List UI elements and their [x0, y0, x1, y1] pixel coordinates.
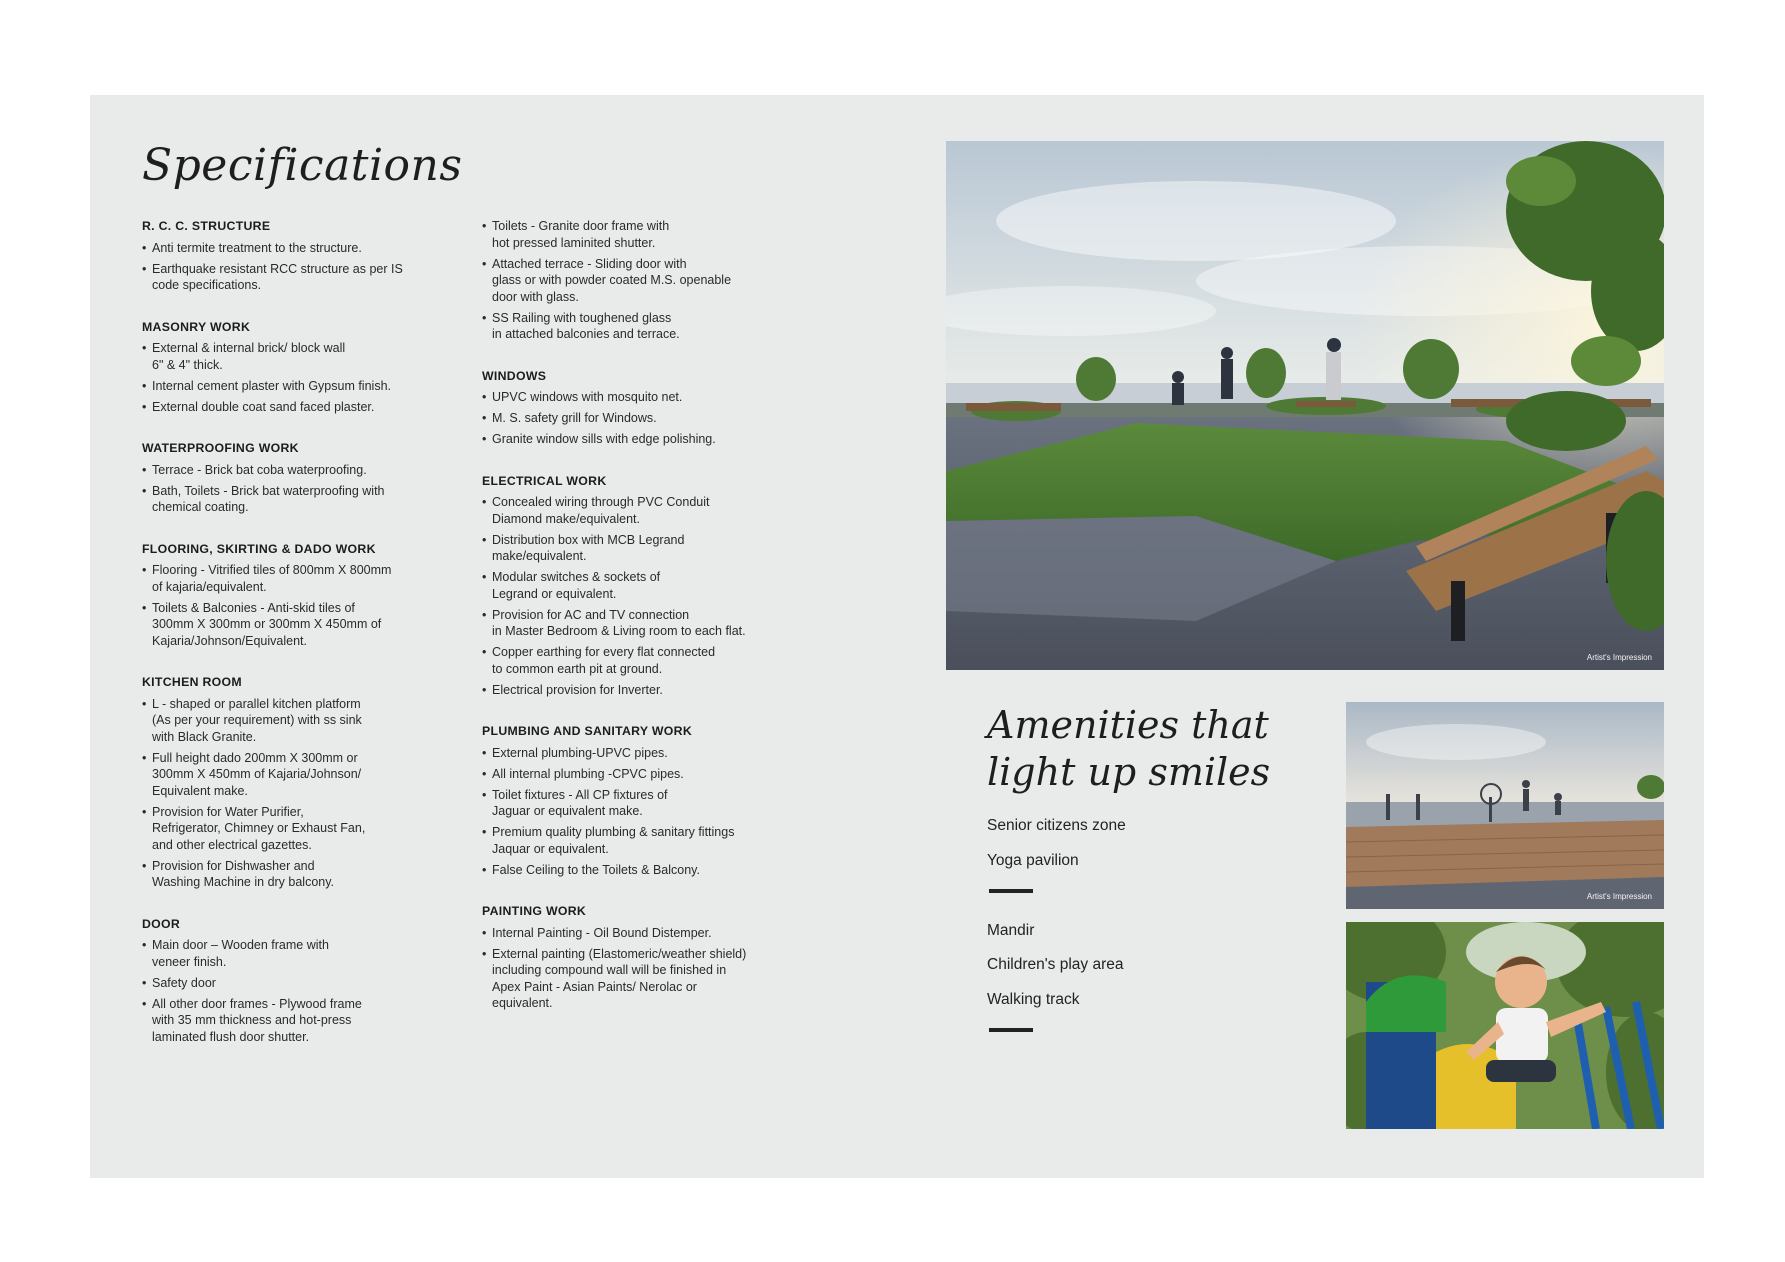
rooftop-garden-photo [946, 141, 1664, 670]
spec-section-heading: MASONRY WORK [142, 319, 251, 334]
amenities-title [987, 702, 1317, 796]
spec-section [142, 218, 442, 294]
spec-section [142, 916, 442, 1046]
spec-section [482, 218, 792, 343]
spec-item: • UPVC windows with mosquito net. [482, 389, 792, 406]
photo-caption: Artist's Impression [1586, 892, 1652, 901]
spec-section-heading: R. C. C. STRUCTURE [142, 219, 271, 233]
page-title: Specifications [142, 140, 463, 191]
spec-section [482, 473, 792, 699]
spec-item: • False Ceiling to the Toilets & Balcony. [482, 862, 792, 879]
spec-section-heading: WINDOWS [482, 368, 547, 383]
spec-section [482, 368, 792, 448]
spec-item: • External plumbing-UPVC pipes. [482, 745, 792, 762]
spec-item: • Provision for AC and TV connection in Master Bedroom & Living room to each flat. [482, 607, 792, 640]
children-play-area-photo [1346, 922, 1664, 1129]
spec-item: • Flooring - Vitrified tiles of 800mm X 800mm of kajaria/equivalent. [142, 562, 442, 595]
spec-item: • Toilets & Balconies - Anti-skid tiles of 300mm X 300mm or 300mm X 450mm of Kajaria/Johnson/Equivalent. [142, 600, 442, 650]
spec-column-2 [482, 218, 792, 1037]
spec-section-heading: DOOR [142, 916, 181, 931]
spec-list [482, 218, 792, 343]
spec-item: • Terrace - Brick bat coba waterproofing. [142, 462, 442, 479]
spec-list [142, 937, 442, 1045]
spec-section [142, 541, 442, 650]
spec-item: • External & internal brick/ block wall 6" & 4" thick. [142, 340, 442, 373]
spec-section [142, 674, 442, 891]
amenities-list [987, 816, 1126, 1032]
amenity-item: Children's play area [987, 956, 1124, 973]
yoga-deck-photo [1346, 702, 1664, 909]
spec-item: • All other door frames - Plywood frame with 35 mm thickness and hot-press laminated flush door shutter. [142, 996, 442, 1046]
spec-item: • Copper earthing for every flat connected to common earth pit at ground. [482, 644, 792, 677]
spec-item: • Main door – Wooden frame with veneer finish. [142, 937, 442, 970]
spec-section [482, 723, 792, 878]
amenity-item: Mandir [987, 921, 1035, 939]
spec-item: • Internal Painting - Oil Bound Distemper. [482, 925, 792, 942]
spec-item: • Internal cement plaster with Gypsum finish. [142, 378, 442, 395]
spec-item: • Distribution box with MCB Legrand make/equivalent. [482, 532, 792, 565]
spec-item: • Earthquake resistant RCC structure as per IS code specifications. [142, 261, 442, 294]
amenities-group-1 [987, 816, 1126, 871]
spec-item: • Modular switches & sockets of Legrand or equivalent. [482, 569, 792, 602]
spec-section-heading: KITCHEN ROOM [142, 675, 242, 689]
amenity-item: Yoga pavilion [987, 851, 1079, 869]
spec-item: • Toilets - Granite door frame with hot pressed laminited shutter. [482, 218, 792, 251]
spec-item: • External painting (Elastomeric/weather shield) including compound wall will be finished in Apex Paint - Asian Paints/ Nerolac or equivalent. [482, 946, 792, 1012]
spec-section-heading: PAINTING WORK [482, 904, 587, 918]
spec-item: • Electrical provision for Inverter. [482, 682, 792, 699]
spec-section-heading: PLUMBING AND SANITARY WORK [482, 724, 693, 738]
amenities-title-line-2: light up smiles [987, 750, 1271, 794]
spec-item: • Full height dado 200mm X 300mm or 300mm X 450mm of Kajaria/Johnson/ Equivalent make. [142, 750, 442, 800]
spec-list [142, 240, 442, 294]
spec-item: • Concealed wiring through PVC Conduit Diamond make/equivalent. [482, 494, 792, 527]
spec-item: • M. S. safety grill for Windows. [482, 410, 792, 427]
spec-list [482, 925, 792, 1012]
spec-column-1 [142, 218, 442, 1070]
spec-list [142, 462, 442, 516]
spec-section-heading: FLOORING, SKIRTING & DADO WORK [142, 541, 376, 556]
amenities-group-2 [987, 921, 1126, 1010]
amenity-item: Senior citizens zone [987, 817, 1126, 834]
amenities-divider [989, 1028, 1033, 1032]
spec-list [142, 562, 442, 649]
spec-section [142, 440, 442, 516]
amenities-title-line-1: Amenities that [987, 703, 1269, 747]
spec-item: • External double coat sand faced plaster. [142, 399, 442, 416]
spec-item: • SS Railing with toughened glass in attached balconies and terrace. [482, 310, 792, 343]
spec-item: • Anti termite treatment to the structure. [142, 240, 442, 257]
spec-item: • L - shaped or parallel kitchen platform (As per your requirement) with ss sink with Black Granite. [142, 696, 442, 746]
spec-item: • Granite window sills with edge polishing. [482, 431, 792, 448]
spec-section-heading: ELECTRICAL WORK [482, 473, 607, 488]
amenities-divider [989, 889, 1033, 893]
spec-section [482, 903, 792, 1012]
spec-list [142, 696, 442, 891]
amenity-item: Walking track [987, 990, 1080, 1008]
spec-item: • Bath, Toilets - Brick bat waterproofing with chemical coating. [142, 483, 442, 516]
spec-list [482, 494, 792, 698]
spec-item: • Attached terrace - Sliding door with glass or with powder coated M.S. openable door with glass. [482, 256, 792, 306]
spec-section-heading: WATERPROOFING WORK [142, 441, 299, 455]
spec-item: • Toilet fixtures - All CP fixtures of Jaguar or equivalent make. [482, 787, 792, 820]
spec-list [142, 340, 442, 415]
photo-caption: Artist's Impression [1586, 653, 1652, 662]
spec-item: • Provision for Water Purifier, Refrigerator, Chimney or Exhaust Fan, and other electrical gazettes. [142, 804, 442, 854]
spec-list [482, 745, 792, 879]
spec-item: • All internal plumbing -CPVC pipes. [482, 766, 792, 783]
spec-section [142, 319, 442, 416]
spec-item: • Premium quality plumbing & sanitary fittings Jaquar or equivalent. [482, 824, 792, 857]
spec-item: • Safety door [142, 975, 442, 992]
spec-item: • Provision for Dishwasher and Washing Machine in dry balcony. [142, 858, 442, 891]
spec-list [482, 389, 792, 448]
